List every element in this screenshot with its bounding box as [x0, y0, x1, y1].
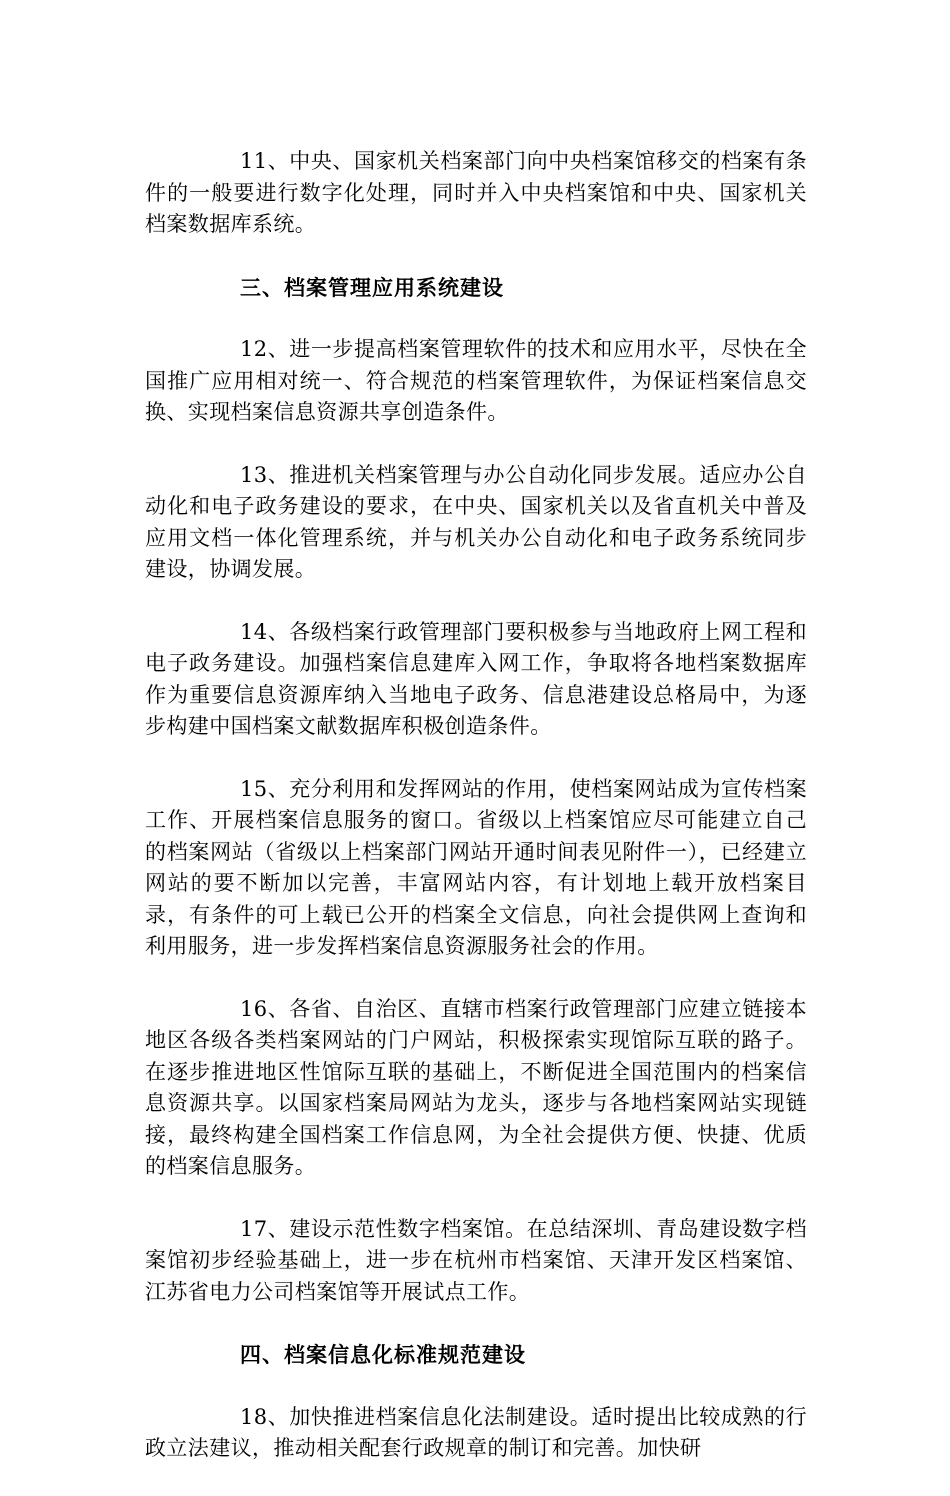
- paragraph-12: 12、进一步提高档案管理软件的技术和应用水平，尽快在全国推广应用相对统一、符合规范的档案管理软件，为保证档案信息交换、实现档案信息资源共享创造条件。: [145, 337, 807, 424]
- document-body: [145, 146, 807, 1496]
- section-heading-3: 三、档案管理应用系统建设: [240, 274, 504, 300]
- section-heading-4: 四、档案信息化标准规范建设: [240, 1342, 526, 1367]
- paragraph-17: 17、建设示范性数字档案馆。在总结深圳、青岛建设数字档案馆初步经验基础上，进一步在杭州市档案馆、天津开发区档案馆、江苏省电力公司档案馆等开展试点工作。: [145, 1216, 807, 1304]
- paragraph-15: 15、充分利用和发挥网站的作用，使档案网站成为宣传档案工作、开展档案信息服务的窗口。省级以上档案馆应尽可能建立自己的档案网站（省级以上档案部门网站开通时间表见附件一），已经建立网站的要不断加以完善，丰富网站内容，有计划地上载开放档案目录，有条件的可上载已公开的档案全文信息，向社会提供网上查询和利用服务，进一步发挥档案信息资源服务社会的作用。: [145, 776, 807, 958]
- paragraph-18: 18、加快推进档案信息化法制建设。适时提出比较成熟的行政立法建议，推动相关配套行政规章的制订和完善。加快研: [145, 1404, 807, 1460]
- paragraph-11: 11、中央、国家机关档案部门向中央档案馆移交的档案有条件的一般要进行数字化处理，同时并入中央档案馆和中央、国家机关档案数据库系统。: [145, 149, 807, 236]
- paragraph-16: 16、各省、自治区、直辖市档案行政管理部门应建立链接本地区各级各类档案网站的门户网站，积极探索实现馆际互联的路子。在逐步推进地区性馆际互联的基础上，不断促进全国范围内的档案信息资源共享。以国家档案局网站为龙头，逐步与各地档案网站实现链接，最终构建全国档案工作信息网，为全社会提供方便、快捷、优质的档案信息服务。: [145, 996, 807, 1178]
- paragraph-14: 14、各级档案行政管理部门要积极参与当地政府上网工程和电子政务建设。加强档案信息建库入网工作，争取将各地档案数据库作为重要信息资源库纳入当地电子政务、信息港建设总格局中，为逐步构建中国档案文献数据库积极创造条件。: [145, 619, 807, 738]
- paragraph-13: 13、推进机关档案管理与办公自动化同步发展。适应办公自动化和电子政务建设的要求，在中央、国家机关以及省直机关中普及应用文档一体化管理系统，并与机关办公自动化和电子政务系统同步建设，协调发展。: [145, 462, 807, 581]
